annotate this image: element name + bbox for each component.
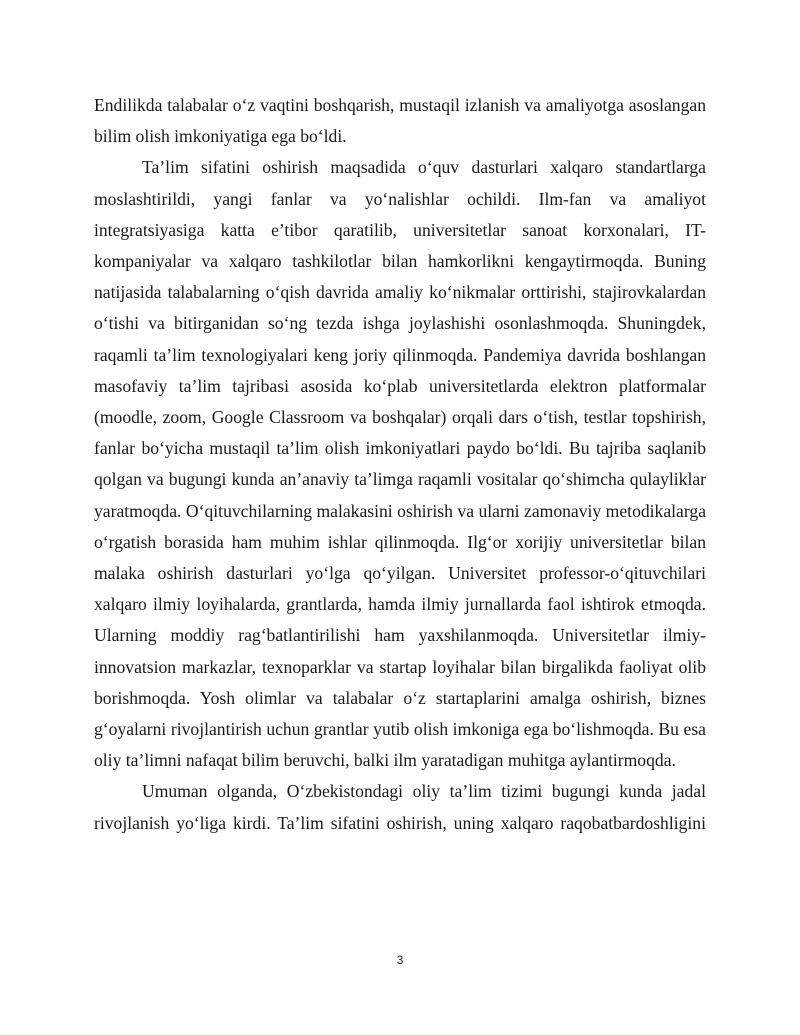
paragraph-1: Endilikda talabalar o‘z vaqtini boshqarish, mustaqil izlanish va amaliyotga asoslangan bilim olish imkoniyatiga ega bo‘ldi. — [94, 95, 706, 147]
paragraph-3: Umuman olganda, O‘zbekistondagi oliy ta’lim tizimi bugungi kunda jadal rivojlanish yo‘liga kirdi. Ta’lim sifatini oshirish, uning xalqaro raqobatbardoshligini — [94, 781, 706, 833]
paragraph-2: Ta’lim sifatini oshirish maqsadida o‘quv dasturlari xalqaro standartlarga moslashtirildi, yangi fanlar va yo‘nalishlar ochildi. Ilm-fan va amaliyot integratsiyasiga katta e’tibor qaratilib, universitetlar sanoat korxonalari, IT-kompaniyalar va xalqaro tashkilotlar bilan hamkorlikni kengaytirmoqda. Buning natijasida talabalarning o‘qish davrida amaliy ko‘nikmalar orttirishi, stajirovkalardan o‘tishi va bitirganidan so‘ng tezda ishga joylashishi osonlashmoqda. Shuningdek, raqamli ta’lim texnologiyalari keng joriy qilinmoqda. Pandemiya davrida boshlangan masofaviy ta’lim tajribasi asosida ko‘plab universitetlarda elektron platformalar (moodle, zoom, Google Classroom va boshqalar) orqali dars o‘tish, testlar topshirish, fanlar bo‘yicha mustaqil ta’lim olish imkoniyatlari paydo bo‘ldi. Bu tajriba saqlanib qolgan va bugungi kunda an’anaviy ta’limga raqamli vositalar qo‘shimcha qulayliklar yaratmoqda. O‘qituvchilarning malakasini oshirish va ularni zamonaviy metodikalarga o‘rgatish borasida ham muhim ishlar qilinmoqda. Ilg‘or xorijiy universitetlar bilan malaka oshirish dasturlari yo‘lga qo‘yilgan. Universitet professor-o‘qituvchilari xalqaro ilmiy loyihalarda, grantlarda, hamda ilmiy jurnallarda faol ishtirok etmoqda. Ularning moddiy rag‘batlantirilishi ham yaxshilanmoqda. Universitetlar ilmiy-innovatsion markazlar, texnoparklar va startap loyihalar bilan birgalikda faoliyat olib borishmoqda. Yosh olimlar va talabalar o‘z startaplarini amalga oshirish, biznes g‘oyalarni rivojlantirish uchun grantlar yutib olish imkoniga ega bo‘lishmoqda. Bu esa oliy ta’limni nafaqat bilim beruvchi, balki ilm yaratadigan muhitga aylantirmoqda. — [94, 157, 706, 771]
page-number: 3 — [396, 953, 404, 967]
document-body — [94, 90, 706, 839]
